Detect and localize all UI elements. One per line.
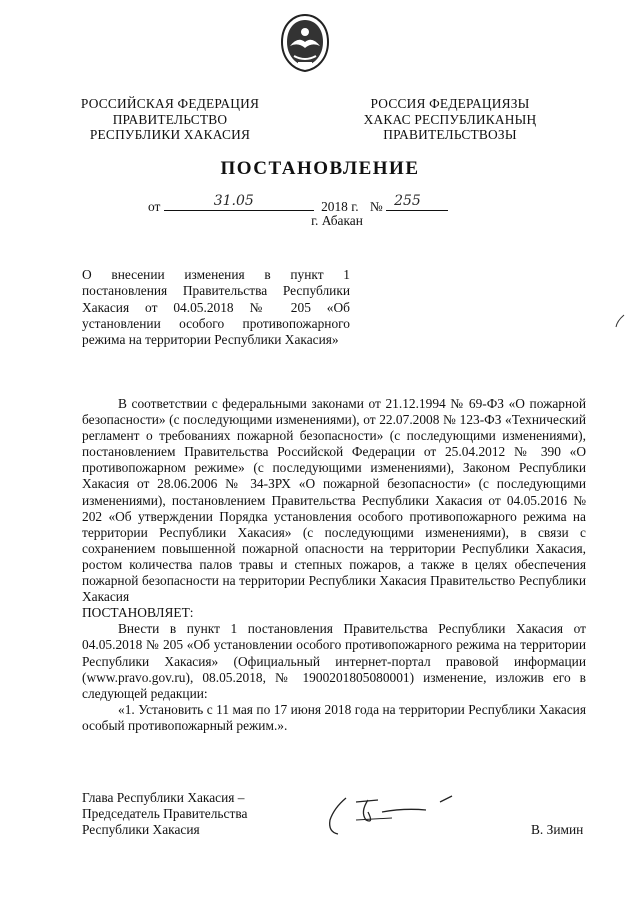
decree-word: ПОСТАНОВЛЯЕТ: [82,605,194,621]
header-left-line: ПРАВИТЕЛЬСТВО [112,111,228,127]
signature-title-line: Глава Республики Хакасия – [82,790,245,805]
signature-title-line: Председатель Правительства [82,806,248,822]
document-title: ПОСТАНОВЛЕНИЕ [220,158,420,179]
handwritten-signature-icon [316,790,466,840]
date-field [164,193,314,211]
header-right-line: ПРАВИТЕЛЬСТВОЗЫ [383,127,517,142]
body-paragraph: В соответствии с федеральными законами от 21.12.1994 № 69-ФЗ «О пожарной безопасности» (с последующими изменениями), от 22.07.2008 № 123-ФЗ «Технический регламент о требованиях пожарной безопасности» (с последующими изменениями), постановлением Правительства Российской Федерации от 25.04.2012 № 390 «О противопожарном режиме» (с последующими изменениями), Законом Республики Хакасия от 28.06.2006 № 34-ЗРХ «О пожарной безопасности» (с последующими изменениями), постановлением Правительства Республики Хакасия от 04.05.2016 № 202 «Об утверждении Порядка установления особого противопожарного режима на территории Республики Хакасия» (с последующими изменениями), в связи с сохранением повышенной пожарной опасности на территории Республики Хакасия, ростом количества палов травы и степных пожаров, а также в целях обеспечения пожарной безопасности на территории Республики Хакасия Правительство Республики Хакасия [82,396,586,605]
number-sign: № [369,199,383,214]
header-left [70,96,270,143]
document-subject: О внесении изменения в пункт 1 постановления Правительства Республики Хакасия от 04.05.2018 № 205 «Об установлении особого противопожарного режима на территории Республики Хакасия» [82,267,350,348]
signer-name: В. Зимин [531,822,584,837]
header-right-line: РОССИЯ ФЕДЕРАЦИЯЗЫ [370,96,530,111]
header-left-line: РОССИЙСКАЯ ФЕДЕРАЦИЯ [80,96,260,111]
number-field [386,193,448,211]
handwritten-date: 31.05 [213,193,254,209]
body-paragraph: Внести в пункт 1 постановления Правительства Республики Хакасия от 04.05.2018 № 205 «Об установлении особого противопожарного режима на территории Республики Хакасия» (Официальный интернет-портал правовой информации (www.pravo.gov.ru), 08.05.2018, № 1900201805080001) изменение, изложив его в следующей редакции: [82,621,586,701]
date-prefix: от [148,199,161,214]
signature-title-line: Республики Хакасия [82,822,200,838]
coat-of-arms-icon [276,12,334,74]
year-label: 2018 г. [321,199,359,214]
handwritten-number: 255 [394,193,421,209]
document-body [82,396,586,734]
body-paragraph: «1. Установить с 11 мая по 17 июня 2018 года на территории Республики Хакасия особый противопожарный режим.». [82,701,586,733]
header-right-line: ХАКАС РЕСПУБЛИКАНЫҢ [363,111,537,127]
margin-mark-icon [613,313,627,329]
signature-title [82,790,247,839]
header-left-line: РЕСПУБЛИКИ ХАКАСИЯ [89,127,251,142]
city-label: г. Абакан [311,213,363,228]
header-right [350,96,550,143]
